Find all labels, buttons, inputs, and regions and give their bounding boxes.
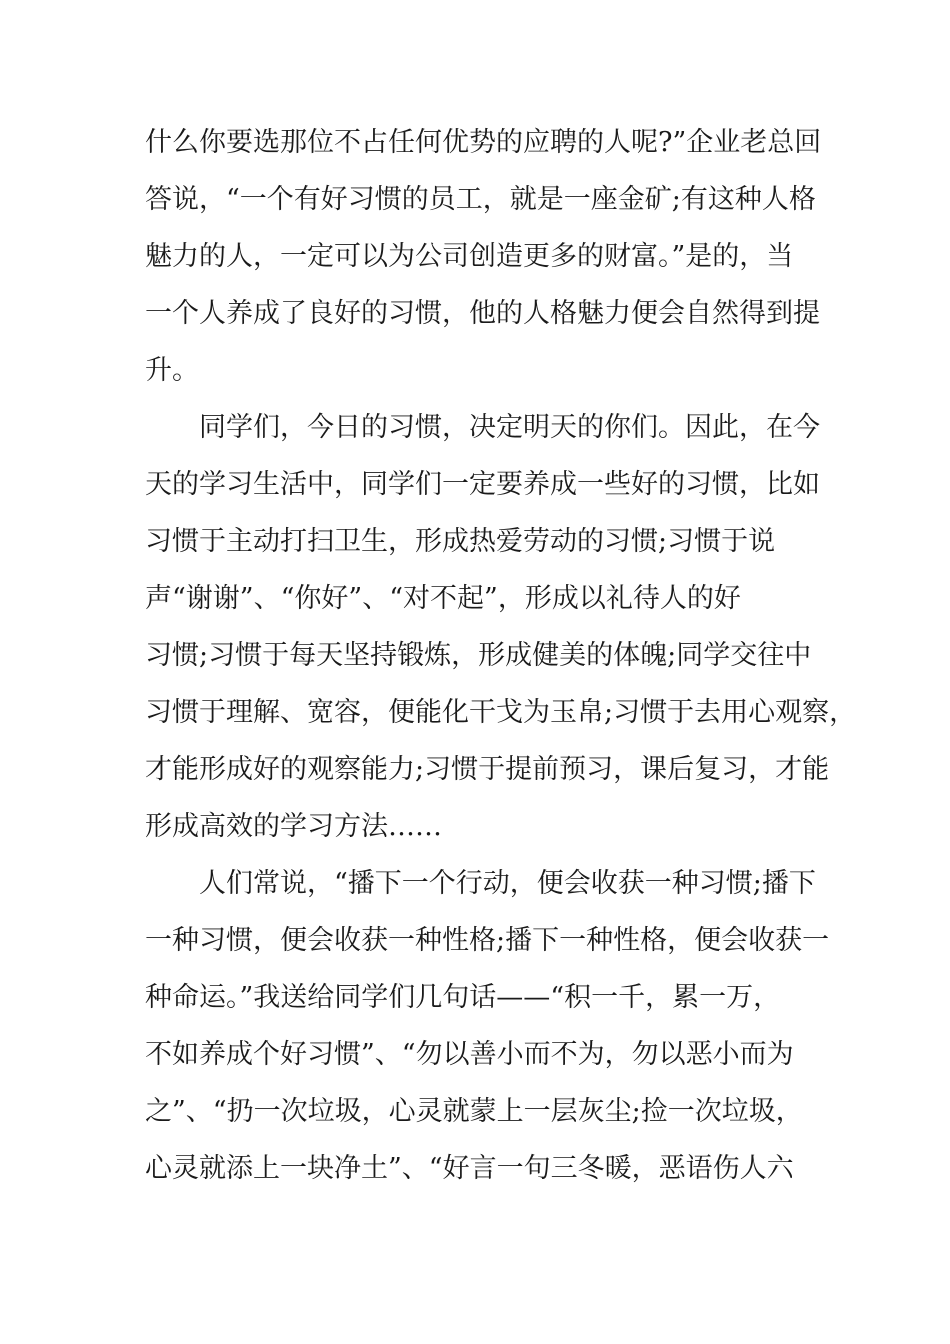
text-line: 习惯于理解、宽容，便能化干戈为玉帛;习惯于去用心观察， [145,697,857,728]
text-line: 习惯;习惯于每天坚持锻炼，形成健美的体魄;同学交往中 [145,640,812,671]
text-line: 一个人养成了良好的习惯，他的人格魅力便会自然得到提 [145,298,820,329]
text-line: 一种习惯，便会收获一种性格;播下一种性格，便会收获一 [145,925,830,956]
text-line: 种命运。”我送给同学们几句话——“积一千，累一万， [145,982,781,1013]
text-line: 天的学习生活中，同学们一定要养成一些好的习惯，比如 [145,469,820,500]
text-line: 心灵就添上一块净土”、“好言一句三冬暖，恶语伤人六 [145,1153,794,1184]
text-line: 之”、“扔一次垃圾，心灵就蒙上一层灰尘;捡一次垃圾， [145,1096,803,1127]
text-line: 习惯于主动打扫卫生，形成热爱劳动的习惯;习惯于说 [145,526,776,557]
text-line: 声“谢谢”、“你好”、“对不起”，形成以礼待人的好 [145,583,741,614]
paragraph-start-line: 人们常说，“播下一个行动，便会收获一种习惯;播下 [199,868,816,899]
text-line: 才能形成好的观察能力;习惯于提前预习，课后复习，才能 [145,754,830,785]
body-text [145,114,857,1197]
text-line: 升。 [145,355,199,386]
text-line: 魅力的人，一定可以为公司创造更多的财富。”是的，当 [145,241,794,272]
text-line: 不如养成个好习惯”、“勿以善小而不为，勿以恶小而为 [145,1039,794,1070]
text-line: 答说，“一个有好习惯的员工，就是一座金矿;有这种人格 [145,184,816,215]
text-line: 形成高效的学习方法…… [145,811,442,842]
paragraph-start-line: 同学们，今日的习惯，决定明天的你们。因此，在今 [199,412,820,443]
text-line: 什么你要选那位不占任何优势的应聘的人呢?”企业老总回 [145,127,822,158]
